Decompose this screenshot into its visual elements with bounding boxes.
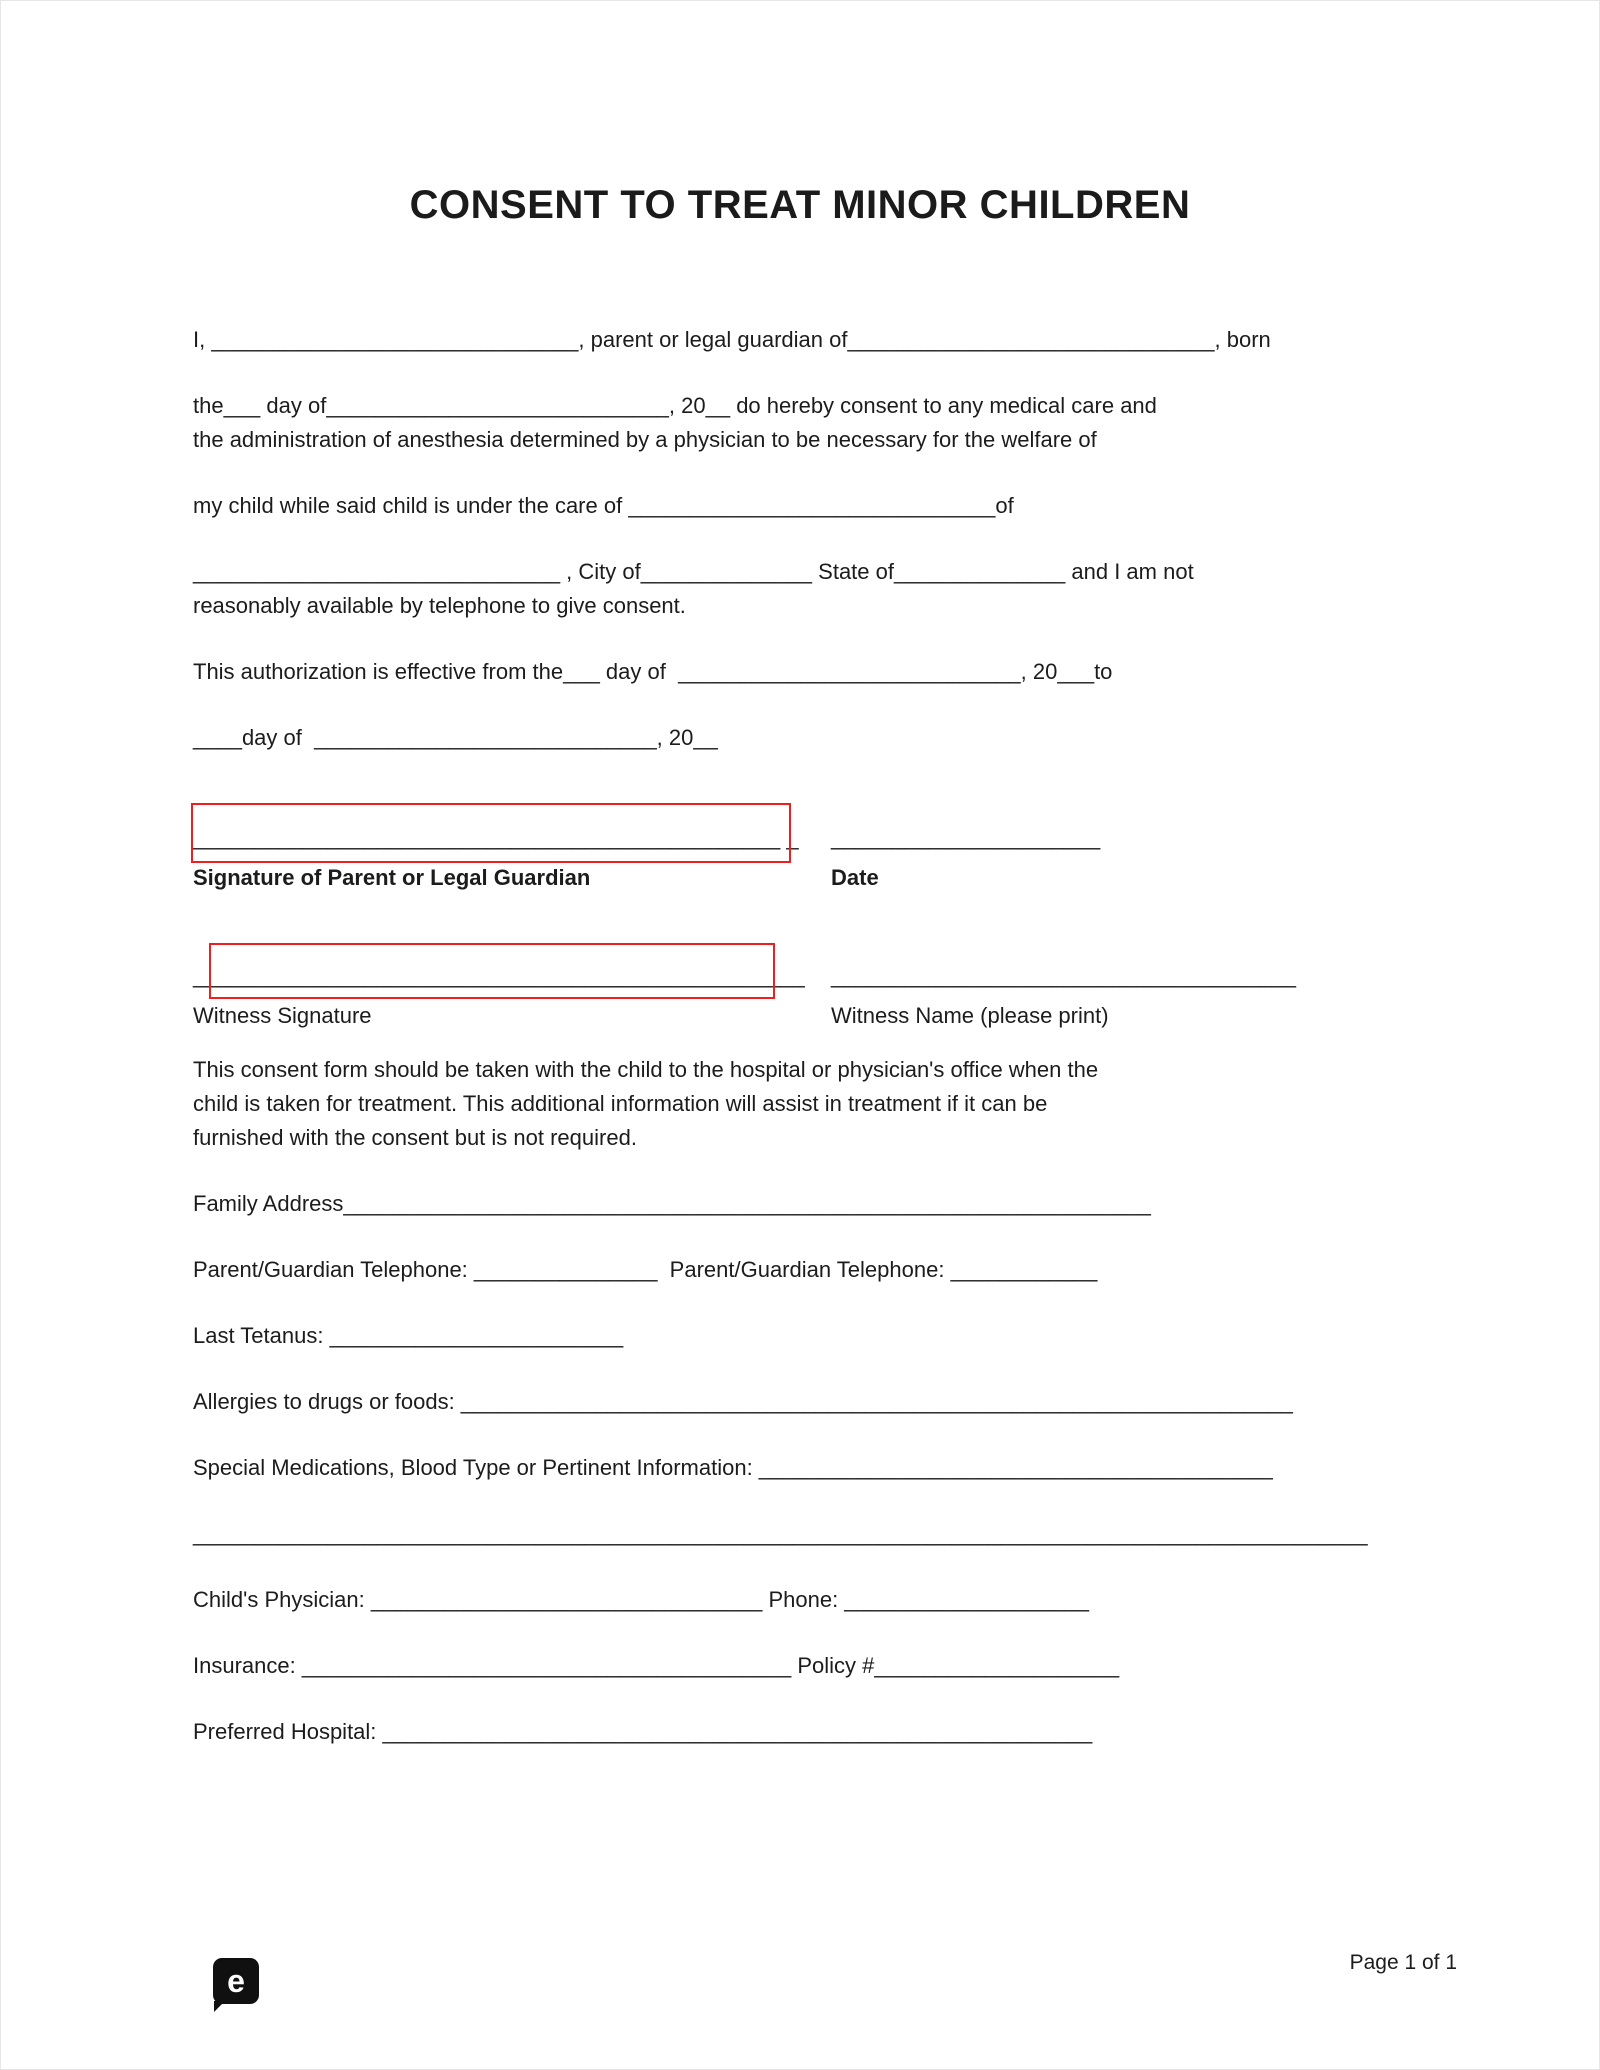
last-tetanus-line: Last Tetanus: ________________________ (193, 1323, 624, 1348)
parent-signature-row (193, 821, 1407, 855)
text-line: I, ______________________________, parent or legal guardian of______________________________, born (193, 327, 1271, 352)
continuation-field (193, 1517, 1407, 1551)
witness-name-line: ______________________________________ (831, 963, 1296, 988)
text-line: ______________________________ , City of______________ State of______________ and I am not (193, 559, 1194, 584)
physician-field (193, 1583, 1407, 1617)
parent-signature-field-box[interactable] (191, 803, 791, 863)
allergies-field (193, 1385, 1407, 1419)
page-number: Page 1 of 1 (1349, 1951, 1457, 1974)
allergies-line: Allergies to drugs or foods: ____________________________________________________________________ (193, 1389, 1293, 1414)
insurance-line: Insurance: ________________________________________ Policy #____________________ (193, 1653, 1120, 1678)
witness-signature-labels (193, 999, 1407, 1033)
date-line: ______________________ (831, 825, 1101, 850)
preferred-hospital-line: Preferred Hospital: __________________________________________________________ (193, 1719, 1093, 1744)
text-line: child is taken for treatment. This additional information will assist in treatment if it can be (193, 1091, 1048, 1116)
last-tetanus-field (193, 1319, 1407, 1353)
document-content (1, 1, 1599, 1749)
insurance-field (193, 1649, 1407, 1683)
consent-paragraph (193, 389, 1407, 457)
parent-signature-labels (193, 861, 1407, 895)
parent-signature-line: ________________________________________________ _ (193, 825, 799, 850)
continuation-line: ________________________________________________________________________________________________ (193, 1521, 1368, 1546)
telephone-fields (193, 1253, 1407, 1287)
care-of-paragraph (193, 489, 1407, 523)
intro-paragraph (193, 323, 1407, 357)
parent-signature-area (193, 821, 797, 855)
text-line: This consent form should be taken with the child to the hospital or physician's office when the (193, 1057, 1099, 1082)
telephone-line: Parent/Guardian Telephone: _______________ Parent/Guardian Telephone: ____________ (193, 1257, 1098, 1282)
special-medications-line: Special Medications, Blood Type or Pertinent Information: __________________________________________ (193, 1455, 1273, 1480)
text-line: ____day of ____________________________, 20__ (193, 725, 718, 750)
witness-signature-area (193, 959, 805, 993)
parent-signature-label: Signature of Parent or Legal Guardian (193, 865, 591, 890)
witness-signature-line: __________________________________________________ (193, 963, 805, 988)
city-state-paragraph (193, 555, 1407, 623)
page-footer (213, 1946, 1457, 2004)
physician-line: Child's Physician: ________________________________ Phone: ____________________ (193, 1587, 1090, 1612)
additional-info-paragraph (193, 1053, 1407, 1155)
text-line: This authorization is effective from the___ day of ____________________________, 20___to (193, 659, 1113, 684)
date-label: Date (831, 865, 879, 890)
authorization-effective-paragraph (193, 655, 1407, 689)
witness-signature-label: Witness Signature (193, 1003, 372, 1028)
text-line: the___ day of____________________________, 20__ do hereby consent to any medical care and (193, 393, 1157, 418)
witness-name-label: Witness Name (please print) (831, 1003, 1109, 1028)
family-address-line: Family Address__________________________________________________________________ (193, 1191, 1151, 1216)
family-address-field (193, 1187, 1407, 1221)
witness-signature-row (193, 959, 1407, 993)
text-line: reasonably available by telephone to give consent. (193, 593, 686, 618)
text-line: the administration of anesthesia determined by a physician to be necessary for the welfare of (193, 427, 1097, 452)
preferred-hospital-field (193, 1715, 1407, 1749)
text-line: my child while said child is under the care of ______________________________of (193, 493, 1014, 518)
parent-signature-block (193, 821, 1407, 1033)
eforms-logo-letter: e (227, 1962, 245, 1999)
special-medications-field (193, 1451, 1407, 1485)
eforms-logo (213, 1958, 259, 2004)
text-line: furnished with the consent but is not required. (193, 1125, 637, 1150)
witness-signature-field-box[interactable] (209, 943, 775, 999)
page-title: CONSENT TO TREAT MINOR CHILDREN (409, 183, 1191, 227)
authorization-end-paragraph (193, 721, 1407, 755)
